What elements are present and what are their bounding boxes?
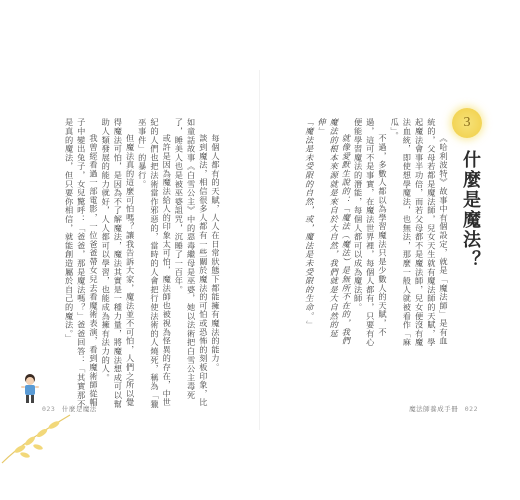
- left-page-body: [14, 118, 222, 410]
- left-paragraph-5: 我曾經看過一部電影，一位爸爸帶女兒去看魔術表演，看到魔術師從帽子中變出兔子，女兒驚呼：「爸爸，那是魔法嗎？」爸爸回答：「其實那不是真的魔法，但只要你相信，就能創造屬於自己的魔法。」: [64, 118, 99, 409]
- left-footer-title: 什麼是魔法: [61, 405, 97, 413]
- right-footer-title: 魔法師養成手冊: [409, 405, 459, 413]
- left-paragraph-2: 談到魔法，相信很多人都有一些關於魔法的可怕或恐怖的刻板印象，比如童話故事《白雪公主》中的惡毒繼母是巫婆，她以法術把白雪公主毒死了，睡美人也是被巫婆詛咒，沉睡了一百年。: [174, 118, 209, 408]
- right-quote-2: 「魔法是未受限的自然，或，魔法是未受限的生命。」: [304, 118, 315, 330]
- right-footer: [409, 404, 482, 413]
- right-paragraph-2: 不過，多數人都以為學習魔法只是少數人的天賦，不過，這可不是事實，在魔法世界裡，每個人都有，只要有心便能學習魔法的潛能，每個人都可以成為魔法師。: [353, 118, 388, 347]
- right-paragraph-1: 《哈利波特》故事中有個設定，就是「魔法師」是有血統的，父母若都是魔法師，兒女天生就有魔法師的天賦，學起魔法會事半功倍，而若父母都不是魔法師，兒女便沒有魔法血統，即使想學魔法，也無法，那麼一般人就被看作「麻瓜」。: [390, 118, 449, 347]
- child-illustration-icon: [18, 372, 42, 406]
- leaf-sprig-icon: [0, 405, 80, 465]
- left-paragraph-1: 每個人都有的天賦，人人在日常狀態下都能擁有魔法的能力。: [211, 134, 221, 372]
- left-footer: [38, 404, 97, 413]
- right-quote-1: 就像愛默生說的：「魔法（魔法）是無所不在的，我們魔法的根本來源就是來自於大自然，我們就是大自然的延伸」: [316, 118, 352, 346]
- chapter-number-badge: 3: [452, 108, 482, 138]
- left-page-number: 023: [42, 405, 56, 413]
- chapter-title: 什麼是魔法？: [460, 150, 481, 270]
- left-paragraph-4: 但魔法真的這麼可怕嗎？讓我告訴大家，魔法並不可怕，人們之所以覺得魔法可怕，是因為不了解魔法，魔法其實是一種力量，將魔法想成可以幫助人類發展的能力就好，人人都可以學習，也能成為擁有法力的人。: [101, 118, 136, 409]
- left-paragraph-3: 或許是因為魔法給人的印象太可怕，魔法師也被視為怪異的存在，中世紀的人們也把法術當作邪惡的，當時的人會把行使法術的人燒死，稱為「獵巫事件」的暴行。: [137, 118, 173, 409]
- right-page-number: 022: [464, 405, 478, 413]
- right-page-body: [298, 118, 450, 348]
